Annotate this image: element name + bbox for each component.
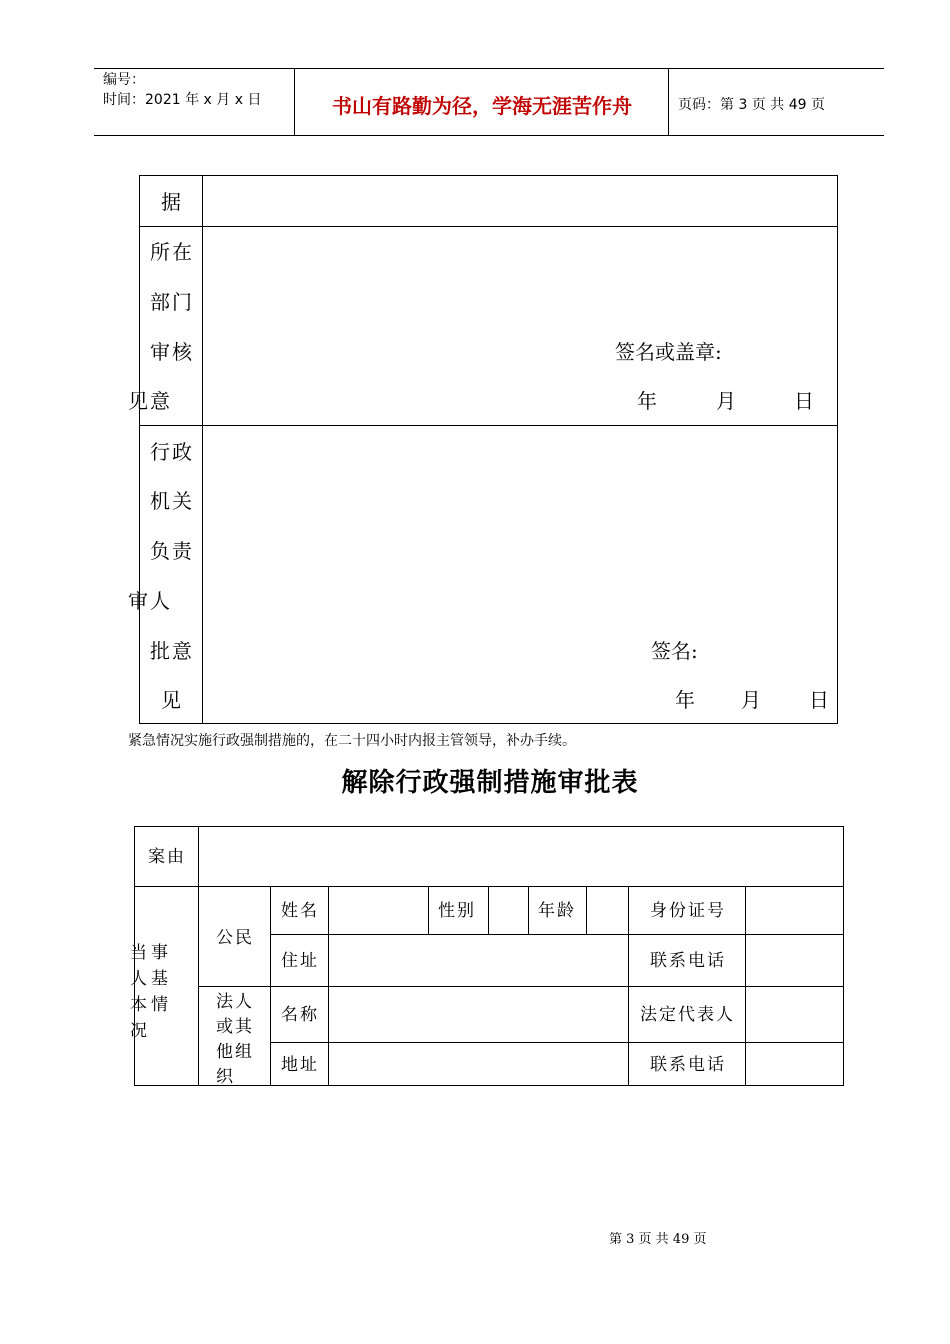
- head-label-line: 负责: [150, 539, 194, 563]
- header-divider: [668, 68, 669, 135]
- header-bottom-rule: [94, 135, 884, 136]
- dept-label-line: 审核: [150, 340, 194, 364]
- table-column-divider: [528, 886, 529, 934]
- case-label: 案由: [148, 847, 186, 867]
- basis-label: 据: [161, 190, 183, 214]
- footnote: 紧急情况实施行政强制措施的，在二十四小时内报主管领导，补办手续。: [128, 733, 576, 749]
- table-row-divider: [270, 1042, 843, 1043]
- approval-table: [139, 175, 838, 724]
- head-label-line: 审人: [128, 589, 172, 613]
- org-label: 法人或其他组织: [216, 992, 254, 1087]
- table-row-divider: [198, 986, 843, 987]
- org-address-label: 地址: [281, 1055, 319, 1075]
- header-motto: 书山有路勤为径，学海无涯苦作舟: [332, 94, 632, 118]
- table-column-divider: [586, 886, 587, 934]
- table-column-divider: [202, 176, 203, 723]
- dept-date-year: 年: [637, 389, 657, 413]
- citizen-label: 公民: [216, 928, 254, 948]
- head-label-line: 行政: [150, 440, 194, 464]
- header-divider: [294, 68, 295, 135]
- header-meta: [103, 70, 261, 110]
- head-date-month: 月: [741, 688, 761, 712]
- header-page-label: 页码：第 3 页 共 49 页: [678, 97, 825, 113]
- head-label-line: 机关: [150, 489, 194, 513]
- id-label: 身份证号: [650, 901, 726, 921]
- form-title: 解除行政强制措施审批表: [341, 768, 639, 798]
- head-sign-label: 签名:: [651, 639, 698, 663]
- address-label: 住址: [281, 951, 319, 971]
- dept-date-day: 日: [794, 389, 814, 413]
- head-label-line: 批意: [150, 639, 194, 663]
- dept-label-line: 见意: [128, 389, 172, 413]
- legal-rep-label: 法定代表人: [640, 1005, 735, 1025]
- table-row-divider: [140, 425, 837, 426]
- table-column-divider: [198, 827, 199, 1085]
- table-column-divider: [628, 886, 629, 1085]
- table-row-divider: [140, 226, 837, 227]
- table-row-divider: [135, 886, 843, 887]
- table-column-divider: [328, 886, 329, 1085]
- dept-date-month: 月: [716, 389, 736, 413]
- head-date-year: 年: [675, 688, 695, 712]
- head-label-line: 见: [161, 688, 183, 712]
- parties-label: 当事人基本情况: [130, 943, 172, 1041]
- table-column-divider: [270, 886, 271, 1085]
- org-phone-label: 联系电话: [650, 1055, 726, 1075]
- name-label: 姓名: [281, 901, 319, 921]
- time-label: 时间：2021 年 x 月 x 日: [103, 92, 262, 108]
- table-column-divider: [428, 886, 429, 934]
- page-footer: 第 3 页 共 49 页: [609, 1232, 707, 1247]
- head-date-day: 日: [809, 688, 829, 712]
- age-label: 年龄: [538, 901, 576, 921]
- table-row-divider: [270, 934, 843, 935]
- gender-label: 性别: [438, 901, 476, 921]
- dept-sign-label: 签名或盖章:: [615, 340, 722, 364]
- number-label: 编号：: [103, 72, 145, 88]
- table-column-divider: [488, 886, 489, 934]
- org-name-label: 名称: [281, 1005, 319, 1025]
- dept-label-line: 部门: [150, 290, 194, 314]
- header-top-rule: [94, 68, 884, 69]
- phone-label: 联系电话: [650, 951, 726, 971]
- table-column-divider: [745, 886, 746, 1085]
- dept-label-line: 所在: [150, 240, 194, 264]
